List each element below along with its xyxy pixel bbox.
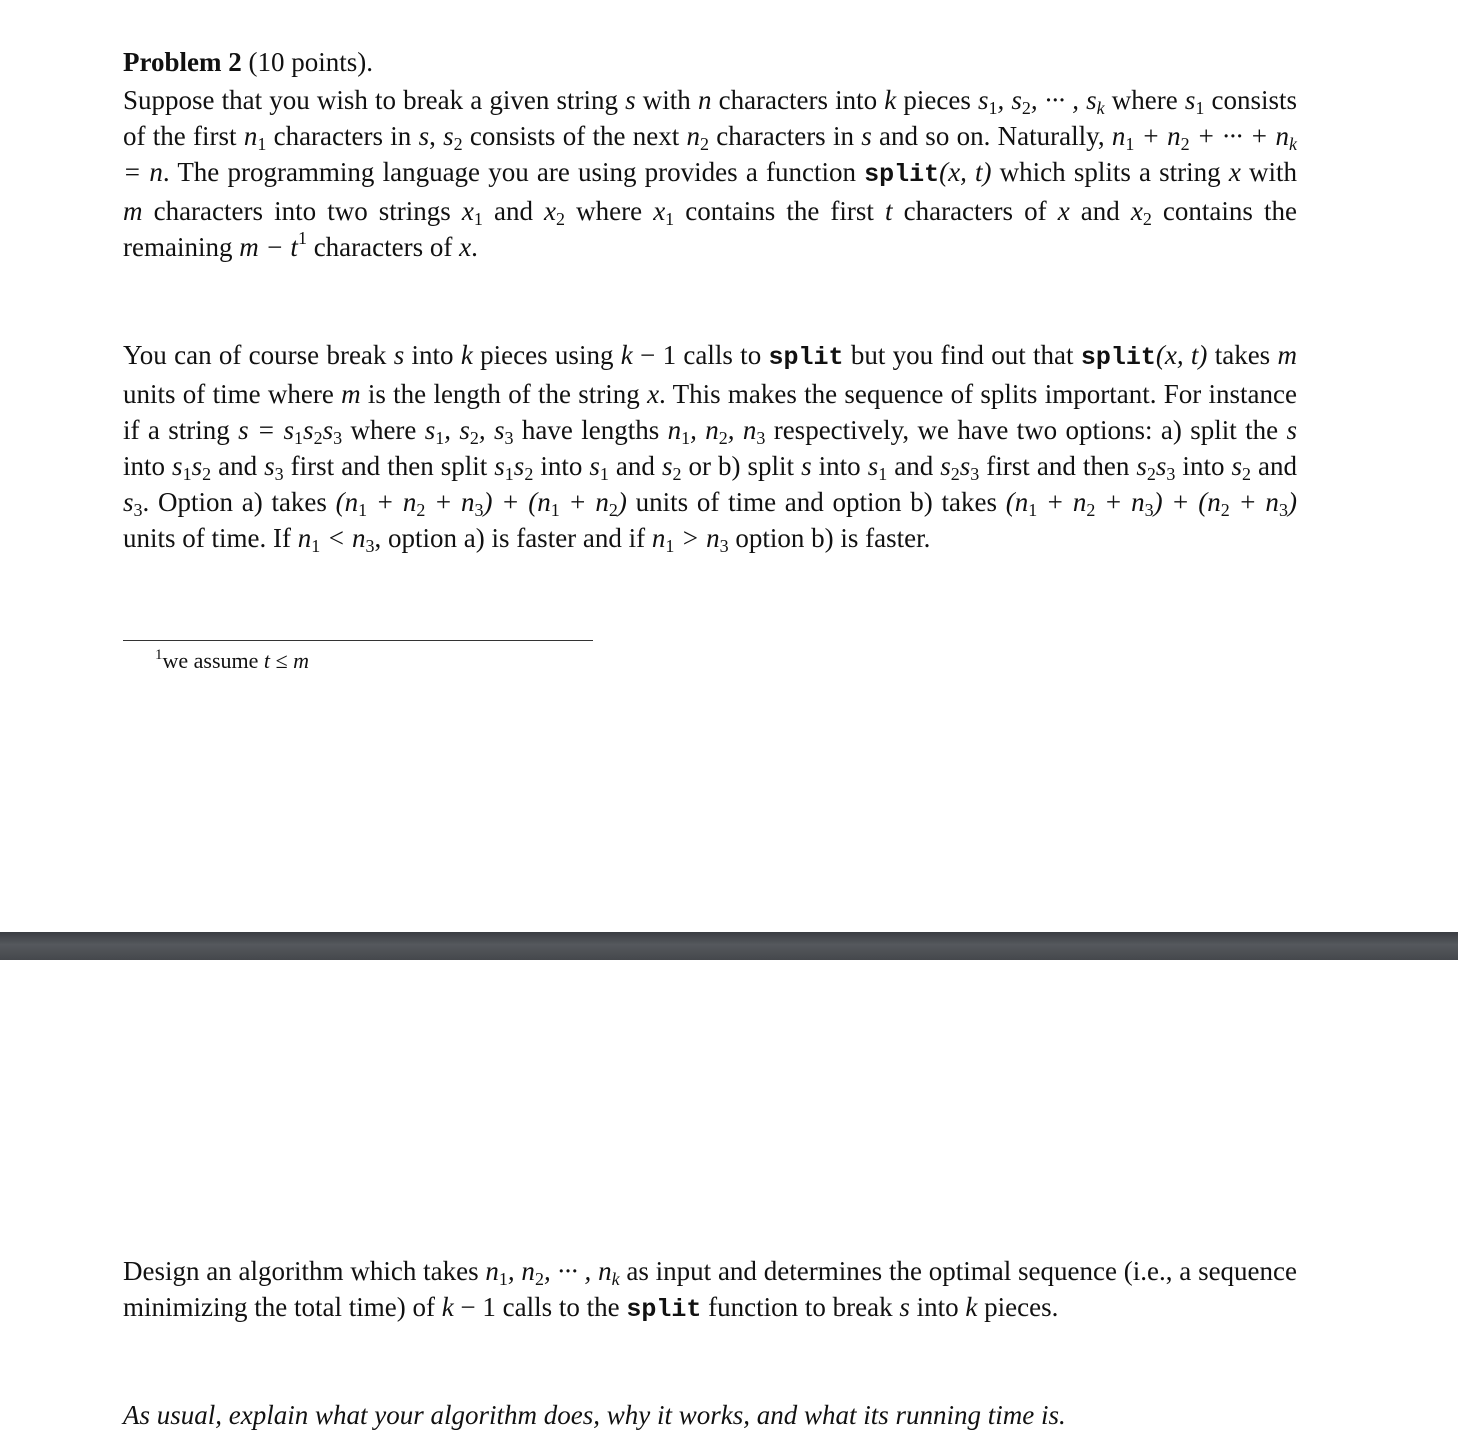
paragraph-split-cost: You can of course break s into k pieces using k − 1 calls to split but you find out that split(x, t) takes m units of time where m is the length of the string x. This makes the sequence of splits important. For instance if a string $s = s_1s_2s_3$ where $s_1$, $s_2$, $s_3$ have lengths $n_1$, $n_2$, $n_3$ respectively, we have two options: a) split the s into $s_1s_2$ and $s_3$ first and then split $s_1s_2$ into $s_1$ and $s_2$ or b) split s into $s_1$ and $s_2s_3$ first and then $s_2s_3$ into $s_2$ and $s_3$. Option a) takes $(n_1 + n_2 + n_3) + (n_1 + n_2)$ units of time and option b) takes $(n_1 + n_2 + n_3) + (n_2 + n_3)$ units of time. If $n_1 < n_3$, option a) is faster and if $n_1 > n_3$ option b) is faster. — [123, 340, 1298, 556]
problem-heading — [123, 44, 373, 80]
paragraph-problem-statement: Suppose that you wish to break a given string s with n characters into k pieces $s_1$, $s_2$, ··· , $s_k$ where $s_1$ consists of the first $n_1$ characters in s, $s_2$ consists of the next $n_2$ characters in s and so on. Naturally, $n_1 + n_2$ + ··· + $n_k = n$. The programming language you are using provides a function split(x, t) which splits a string x with m characters into two strings $x_1$ and $x_2$ where $x_1$ contains the first t characters of x and $x_2$ contains the remaining $m - t^1$ characters of x. — [123, 85, 1297, 262]
problem-title: Problem 2 — [123, 47, 242, 77]
closing-instruction: As usual, explain what your algorithm does, why it works, and what its running time is. — [123, 1400, 1066, 1430]
document-page-2 — [0, 960, 1458, 1440]
footnote-ref: 1 — [297, 228, 307, 248]
problem-points: (10 points). — [248, 47, 373, 77]
paragraph-task: Design an algorithm which takes $n_1$, $n_2$, ··· , $n_k$ as input and determines the optimal sequence (i.e., a sequence minimizing the total time) of k − 1 calls to the split function to break s into k pieces. — [123, 1256, 1298, 1324]
code-split: split — [864, 160, 940, 189]
footnote: $^1$we assume t ≤ m — [155, 647, 309, 673]
footnote-divider — [123, 640, 593, 641]
page-separator — [0, 932, 1458, 960]
footnote-mark: 1 — [155, 647, 163, 663]
